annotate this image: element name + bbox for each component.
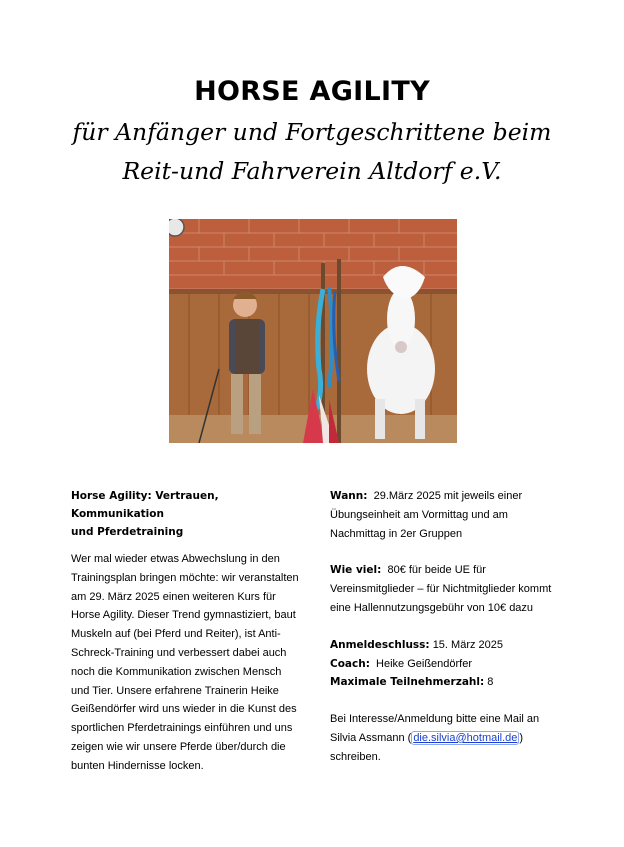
registration-section	[330, 636, 570, 692]
email-link[interactable]: die.silvia@hotmail.de	[413, 731, 518, 744]
description-text: Wer mal wieder etwas Abwechslung in den Trainingsplan bringen möchte: wir veranstalten am 29. März 2025 einen weiteren Kurs für Horse Agility. Dieser Trend gymnastiziert, baut Muskeln auf (bei Pferd und Reiter), ist Anti- Schreck-Training und verbessert dabei auch noch die Kommunikation zwischen Mensch und Tier. Unsere erfahrene Trainerin Heike Geißendörfer wird uns wieder in die Kunst des sportlichen Pferdetrainings einführen und uns zeigen wie wir unsere Pferde über/durch die bunten Hindernisse locken.	[71, 553, 299, 772]
price-section: Wie viel: 80€ für beide UE für Vereinsmitglieder – für Nichtmitglieder kommt eine Hallennutzungsgebühr von 10€ dazu	[330, 564, 552, 614]
page-title: HORSE AGILITY	[194, 76, 430, 107]
when-label: Wann:	[330, 490, 368, 502]
subtitle-line-1: für Anfänger und Fortgeschrittene beim	[72, 118, 552, 146]
deadline-value: 15. März 2025	[432, 638, 504, 651]
description-column	[71, 487, 301, 776]
deadline-label: Anmeldeschluss:	[330, 638, 430, 651]
coach-value: Heike Geißendörfer	[376, 657, 473, 670]
price-label: Wie viel:	[330, 564, 382, 577]
details-column	[330, 487, 570, 767]
contact-section: Bei Interesse/Anmeldung bitte eine Mail an Silvia Assmann ( die.silvia@hotmail.de ) schreiben.	[330, 713, 540, 763]
when-section: Wann: 29.März 2025 mit jeweils einer Übungseinheit am Vormittag und am Nachmittag in 2er Gruppen	[330, 490, 523, 540]
horse-agility-photo	[169, 219, 457, 443]
max-participants-label: Maximale Teilnehmerzahl:	[330, 676, 485, 689]
subtitle-line-2: Reit-und Fahrverein Altdorf e.V.	[122, 157, 502, 185]
coach-label: Coach:	[330, 657, 370, 670]
max-participants-value: 8	[487, 676, 494, 689]
description-heading: Horse Agility: Vertrauen, Kommunikation und Pferdetraining	[71, 490, 219, 538]
